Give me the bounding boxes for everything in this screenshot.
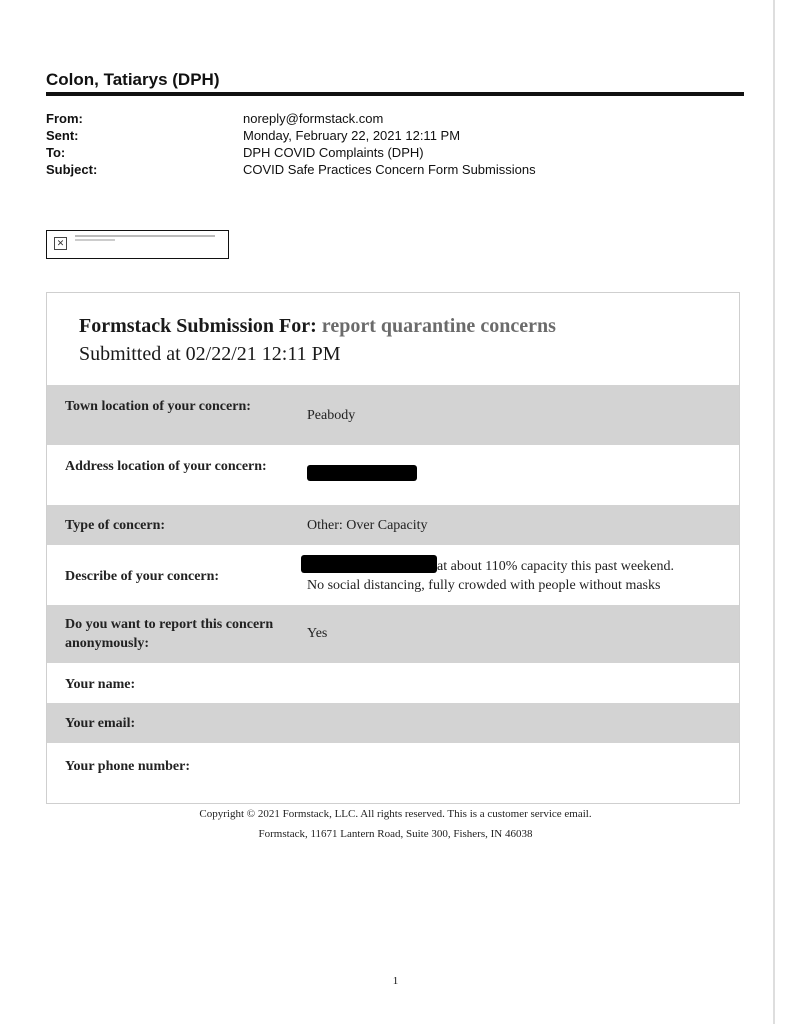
sent-label: Sent: [46,128,79,143]
image-alt-text-smudge-2 [75,239,115,241]
sender-name: Colon, Tatiarys (DPH) [46,70,220,89]
form-title-prefix: Formstack Submission For: [79,315,317,337]
describe-label: Describe of your concern: [65,569,220,584]
describe-line-2: No social distancing, fully crowded with people without masks [307,578,661,593]
anonymous-label: Do you want to report this concern anonymously: [65,617,274,651]
subject-label: Subject: [46,162,98,177]
from-value[interactable]: noreply@formstack.com [243,111,384,126]
broken-image-icon: ✕ [54,237,67,250]
address-value [307,465,417,487]
form-title-link[interactable]: report quarantine concerns [321,315,556,337]
sent-value: Monday, February 22, 2021 12:11 PM [243,128,461,143]
row-type [47,505,739,545]
footer-copyright: Copyright © 2021 Formstack, LLC. All rights reserved. This is a customer service email. [199,808,592,820]
type-value: Other: Over Capacity [307,518,428,533]
submitted-at: Submitted at 02/22/21 12:11 PM [79,343,341,365]
row-anonymous [47,605,739,663]
type-label: Type of concern: [65,518,166,533]
form-title [79,315,556,338]
describe-redaction [301,555,437,573]
page-edge-shadow [773,0,775,1024]
email-label: Your email: [65,716,136,731]
town-label: Town location of your concern: [65,399,251,414]
row-describe [47,545,739,605]
row-address [47,445,739,505]
row-town [47,385,739,445]
image-alt-text-smudge [75,235,215,237]
town-value: Peabody [307,408,356,423]
header-rule [46,92,744,96]
describe-line-1 [301,555,741,576]
phone-label: Your phone number: [65,759,190,774]
anonymous-value: Yes [307,626,328,641]
row-phone [47,743,739,803]
to-label: To: [46,145,66,160]
broken-image-placeholder [46,230,229,259]
page-number: 1 [392,975,399,987]
describe-value [301,555,741,595]
describe-line-1-text: at about 110% capacity this past weekend. [437,559,675,574]
row-name [47,663,739,703]
subject-value: COVID Safe Practices Concern Form Submissions [243,162,536,177]
address-redaction [307,465,417,481]
name-label: Your name: [65,677,136,692]
footer-address: Formstack, 11671 Lantern Road, Suite 300, Fishers, IN 46038 [258,828,533,840]
address-label: Address location of your concern: [65,459,267,474]
formstack-submission [46,292,740,804]
row-email [47,703,739,743]
from-label: From: [46,111,83,126]
to-value: DPH COVID Complaints (DPH) [243,145,424,160]
